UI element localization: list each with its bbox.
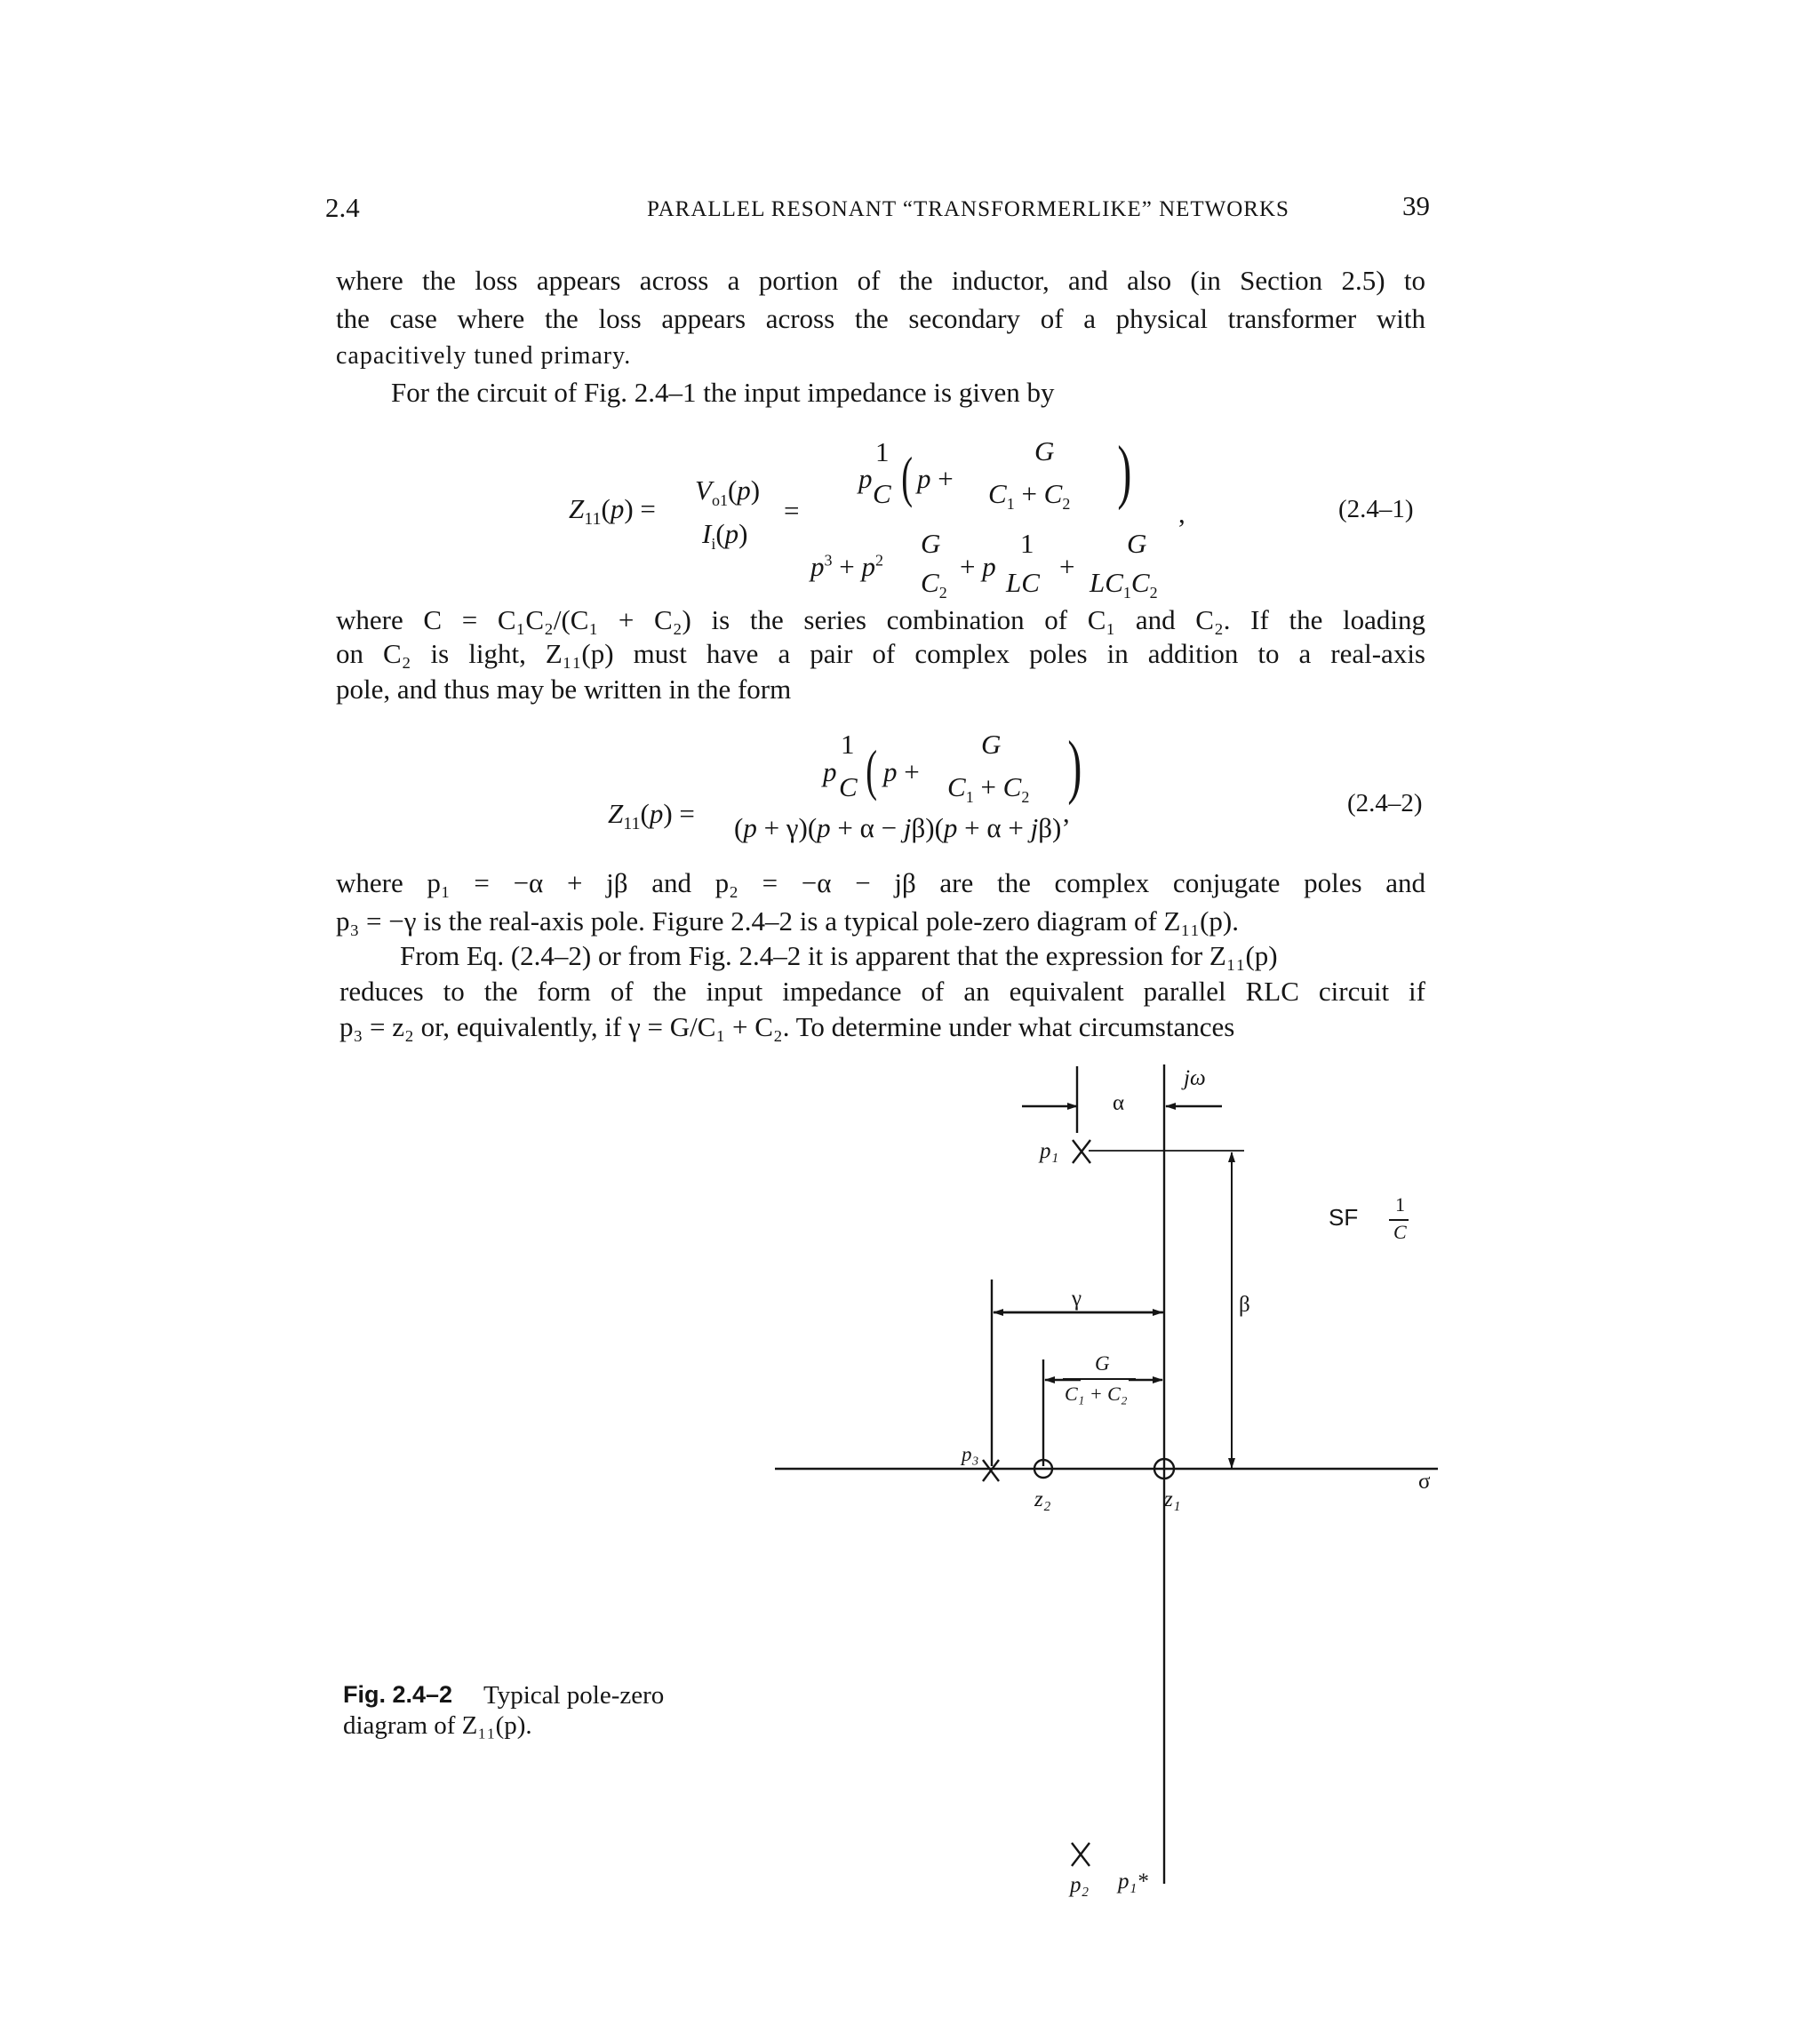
g-numerator-label: G	[1095, 1352, 1110, 1375]
eq2-numerator: (	[866, 738, 878, 801]
eq1-voltage: $V_{o1}(p)$	[695, 474, 761, 510]
eq1-numerator-p1c: p	[858, 463, 873, 494]
eq1-denominator: 1	[1020, 528, 1034, 559]
eq1-denominator: G	[1127, 528, 1147, 559]
body-text-line: From Eq. (2.4–2) or from Fig. 2.4–2 it is apparent that the expression for Z₁₁(p)	[400, 940, 1278, 971]
eq2-numerator: C	[839, 771, 858, 802]
body-text-line: where p₁ = −α + jβ and p₂ = −α − jβ are the complex conjugate poles and	[336, 867, 1425, 898]
sf-label: SF	[1329, 1204, 1359, 1231]
alpha-label: α	[1113, 1091, 1125, 1115]
figure-caption-label: Fig. 2.4–2	[343, 1681, 453, 1708]
body-text-line: pole, and thus may be written in the form	[336, 674, 792, 705]
eq1-denominator: LC	[1006, 567, 1040, 598]
eq2-numerator: )	[1067, 728, 1082, 806]
jw-axis-label: jω	[1184, 1066, 1206, 1090]
p1-label: p₁	[1040, 1139, 1059, 1163]
body-text-line: reduces to the form of the input impedance of an equivalent parallel RLC circuit if	[339, 976, 1425, 1007]
body-text-line: For the circuit of Fig. 2.4–1 the input impedance is given by	[391, 377, 1055, 408]
eq1-denominator: $LC_1C_2$	[1090, 567, 1158, 602]
eq2-numerator: $C_1 + C_2$	[947, 771, 1030, 807]
eq1-denominator: +	[1059, 551, 1075, 582]
eq1-numerator-paren: (	[901, 445, 914, 508]
eq1-numerator-paren: )	[1117, 433, 1132, 511]
sigma-axis-label: σ	[1418, 1470, 1431, 1494]
running-title: PARALLEL RESONANT “TRANSFORMERLIKE” NETWORKS	[647, 197, 1289, 221]
z2-label: z₂	[1034, 1487, 1051, 1511]
eq2-numerator: p +	[883, 756, 920, 787]
body-text-line: p₃ = −γ is the real-axis pole. Figure 2.4–2 is a typical pole-zero diagram of Z₁₁(p).	[336, 905, 1239, 937]
g-denominator-label: C₁ + C₂	[1065, 1383, 1128, 1405]
eq1-denominator: + p	[960, 551, 996, 582]
body-text-line: the case where the loss appears across the secondary of a physical transformer with	[336, 303, 1425, 334]
p1-conjugate-label: p₁*	[1118, 1870, 1148, 1893]
body-text-line: on C₂ is light, Z₁₁(p) must have a pair of complex poles in addition to a real-axis	[336, 638, 1425, 669]
p3-label: p₃	[962, 1443, 979, 1465]
eq1-numerator-p1c: C	[873, 478, 891, 509]
eq2-numerator: G	[981, 729, 1002, 760]
figure-caption-text-line2: diagram of Z₁₁(p).	[343, 1711, 532, 1740]
eq1-denominator: $p^3 + p^2$	[810, 551, 883, 582]
eq1-numerator-p1c: 1	[875, 436, 890, 467]
eq2-lhs: $Z_{11}(p)$ =	[608, 798, 695, 834]
page-number: 39	[1402, 190, 1430, 221]
equation-number: (2.4–2)	[1347, 789, 1423, 817]
eq1-denominator: $C_2$	[921, 567, 947, 602]
body-text-line: where the loss appears across a portion of the inductor, and also (in Section 2.5) to	[336, 265, 1425, 296]
eq2-denominator: (p + γ)(p + α − jβ)(p + α + jβ)’	[734, 812, 1071, 843]
equation-number: (2.4–1)	[1338, 495, 1414, 523]
eq2-numerator: 1	[841, 729, 855, 760]
g-fraction-bar	[1063, 1378, 1136, 1380]
section-number: 2.4	[325, 192, 360, 223]
z1-label: z₁	[1164, 1487, 1181, 1511]
figure-caption-text: Typical pole-zero	[483, 1681, 665, 1710]
body-text-line: p₃ = z₂ or, equivalently, if γ = G/C₁ + C₂. To determine under what circumstances	[339, 1011, 1235, 1042]
gamma-label: γ	[1072, 1287, 1082, 1311]
eq1-numerator-c1c2: $C_1 + C_2$	[988, 478, 1071, 514]
beta-label: β	[1239, 1293, 1250, 1317]
eq2-numerator: p	[823, 756, 837, 787]
eq1-numerator-g: G	[1034, 435, 1055, 466]
sf-denominator: C	[1393, 1221, 1407, 1243]
eq1-lhs: $Z_{11}(p)$ =	[569, 493, 656, 530]
eq1-comma: ,	[1178, 498, 1185, 529]
body-text-line: where C = C₁C₂/(C₁ + C₂) is the series combination of C₁ and C₂. If the loading	[336, 604, 1425, 635]
eq1-denominator: G	[921, 528, 941, 559]
eq1-equals: =	[784, 495, 800, 526]
body-text-line: capacitively tuned primary.	[336, 342, 632, 370]
p2-label: p₂	[1070, 1873, 1090, 1897]
eq1-current: $I_i(p)$	[702, 518, 748, 554]
eq1-numerator-p: p +	[917, 463, 954, 494]
sf-numerator: 1	[1395, 1193, 1405, 1216]
